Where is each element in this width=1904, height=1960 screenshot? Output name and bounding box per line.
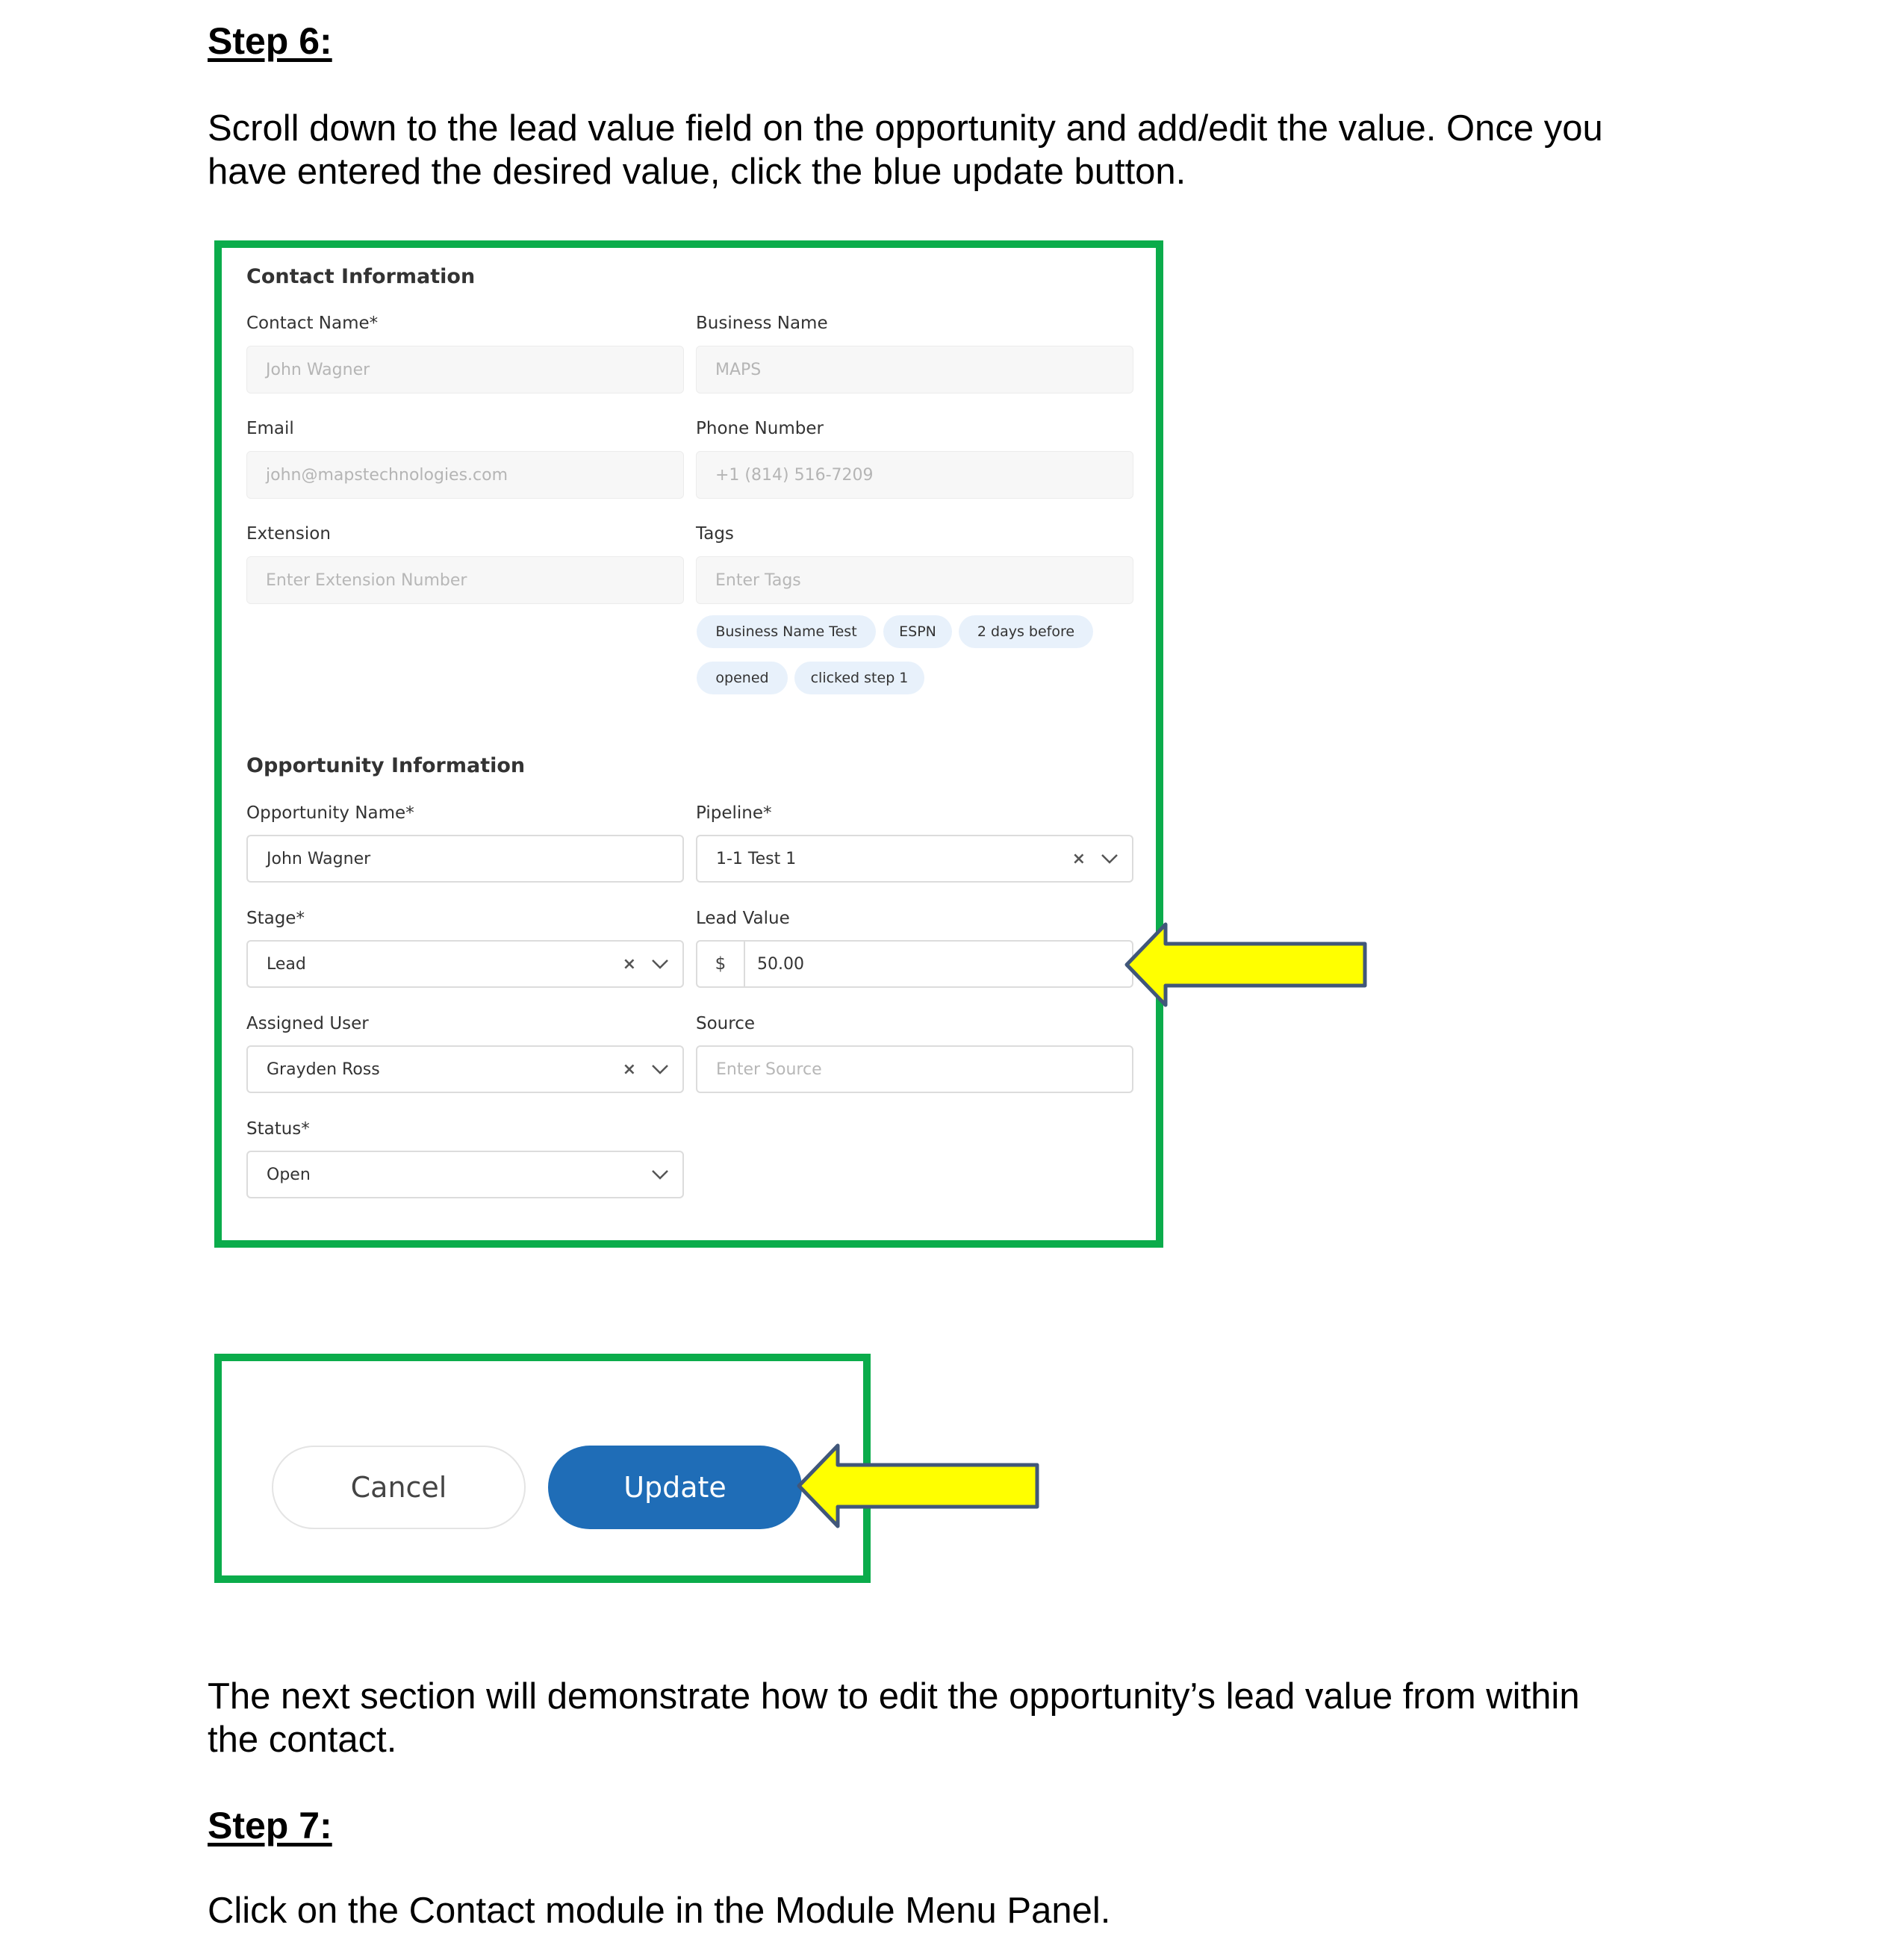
- tag-chip[interactable]: ESPN: [883, 615, 952, 648]
- pipeline-label: Pipeline*: [696, 803, 772, 823]
- cancel-button[interactable]: Cancel: [272, 1446, 526, 1529]
- extension-label: Extension: [246, 524, 331, 544]
- source-placeholder: Enter Source: [716, 1060, 822, 1079]
- tag-chip[interactable]: clicked step 1: [794, 662, 924, 694]
- chevron-down-icon[interactable]: [1101, 853, 1119, 864]
- update-pointer-arrow-icon: [794, 1441, 1045, 1531]
- stage-label: Stage*: [246, 909, 305, 928]
- business-name-field[interactable]: [696, 346, 1133, 393]
- email-label: Email: [246, 419, 294, 438]
- extension-placeholder: Enter Extension Number: [266, 570, 467, 590]
- assigned-user-select[interactable]: [246, 1045, 684, 1093]
- assigned-user-value: Grayden Ross: [267, 1060, 380, 1079]
- tags-placeholder: Enter Tags: [715, 570, 801, 590]
- pipeline-select[interactable]: [696, 835, 1133, 883]
- chevron-down-icon[interactable]: [651, 959, 669, 969]
- chevron-down-icon[interactable]: [651, 1064, 669, 1074]
- tag-chip[interactable]: 2 days before: [959, 615, 1093, 648]
- step-6-heading: Step 6:: [208, 20, 332, 62]
- pipeline-value: 1-1 Test 1: [716, 849, 797, 868]
- clear-icon[interactable]: ×: [1071, 849, 1086, 868]
- next-section-line-2: the contact.: [208, 1720, 397, 1760]
- currency-prefix: $: [697, 942, 745, 986]
- lead-value-label: Lead Value: [696, 909, 790, 928]
- phone-number-value: +1 (814) 516-7209: [715, 465, 874, 485]
- extension-field[interactable]: [246, 556, 684, 604]
- status-select[interactable]: [246, 1151, 684, 1198]
- assigned-user-label: Assigned User: [246, 1014, 369, 1033]
- clear-icon[interactable]: ×: [622, 954, 636, 974]
- next-section-line-1: The next section will demonstrate how to edit the opportunity’s lead value from within: [208, 1676, 1580, 1717]
- opportunity-name-value: John Wagner: [267, 849, 371, 868]
- status-value: Open: [267, 1165, 311, 1184]
- contact-information-title: Contact Information: [246, 265, 476, 288]
- tags-field[interactable]: [696, 556, 1133, 604]
- update-button[interactable]: Update: [548, 1446, 802, 1529]
- tag-chip[interactable]: Business Name Test: [697, 615, 876, 648]
- tags-label: Tags: [696, 524, 734, 544]
- business-name-value: MAPS: [715, 360, 762, 379]
- chevron-down-icon[interactable]: [651, 1169, 669, 1180]
- phone-number-field[interactable]: [696, 451, 1133, 499]
- tag-chip[interactable]: opened: [697, 662, 788, 694]
- contact-name-field[interactable]: [246, 346, 684, 393]
- phone-number-label: Phone Number: [696, 419, 824, 438]
- contact-name-label: Contact Name*: [246, 314, 379, 333]
- clear-icon[interactable]: ×: [622, 1060, 636, 1079]
- lead-value-input[interactable]: [696, 940, 1133, 988]
- contact-name-value: John Wagner: [266, 360, 370, 379]
- source-input[interactable]: [696, 1045, 1133, 1093]
- opportunity-name-input[interactable]: [246, 835, 684, 883]
- step-6-instruction-line-2: have entered the desired value, click the blue update button.: [208, 152, 1186, 192]
- email-value: john@mapstechnologies.com: [266, 465, 508, 485]
- email-field[interactable]: [246, 451, 684, 499]
- opportunity-information-title: Opportunity Information: [246, 754, 526, 777]
- status-label: Status*: [246, 1119, 310, 1139]
- lead-value: 50.00: [757, 954, 804, 974]
- source-label: Source: [696, 1014, 755, 1033]
- lead-value-pointer-arrow-icon: [1122, 920, 1373, 1009]
- opportunity-name-label: Opportunity Name*: [246, 803, 414, 823]
- step-6-instruction-line-1: Scroll down to the lead value field on the opportunity and add/edit the value. Once you: [208, 108, 1603, 149]
- step-7-instruction: Click on the Contact module in the Module Menu Panel.: [208, 1891, 1111, 1931]
- stage-value: Lead: [267, 954, 306, 974]
- business-name-label: Business Name: [696, 314, 828, 333]
- stage-select[interactable]: [246, 940, 684, 988]
- step-7-heading: Step 7:: [208, 1805, 332, 1847]
